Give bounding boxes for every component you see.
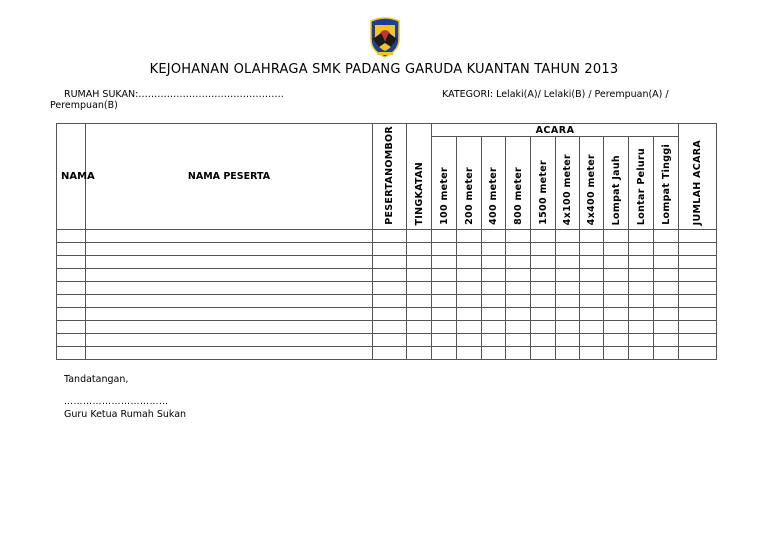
table-cell[interactable] — [604, 256, 629, 269]
table-cell[interactable] — [506, 334, 531, 347]
table-cell[interactable] — [604, 295, 629, 308]
event-label: Lontar Peluru — [635, 147, 647, 225]
table-cell[interactable] — [531, 243, 556, 256]
table-cell[interactable] — [604, 334, 629, 347]
table-cell[interactable] — [679, 321, 717, 334]
table-cell[interactable] — [457, 230, 482, 243]
table-cell[interactable] — [531, 347, 556, 360]
table-cell[interactable] — [556, 243, 580, 256]
table-cell[interactable] — [373, 308, 407, 321]
table-cell[interactable] — [457, 308, 482, 321]
table-cell[interactable] — [57, 334, 86, 347]
table-cell[interactable] — [373, 334, 407, 347]
kategori-field-cont: Perempuan(B) — [50, 100, 118, 111]
table-cell[interactable] — [457, 334, 482, 347]
table-cell[interactable] — [407, 269, 432, 282]
table-cell[interactable] — [580, 269, 604, 282]
table-cell[interactable] — [57, 321, 86, 334]
table-cell[interactable] — [373, 347, 407, 360]
table-cell[interactable] — [457, 295, 482, 308]
table-cell[interactable] — [86, 282, 373, 295]
table-cell[interactable] — [531, 230, 556, 243]
table-cell[interactable] — [580, 256, 604, 269]
table-cell[interactable] — [407, 230, 432, 243]
table-cell[interactable] — [86, 295, 373, 308]
table-cell[interactable] — [679, 256, 717, 269]
table-cell[interactable] — [482, 347, 506, 360]
table-cell[interactable] — [482, 256, 506, 269]
event-header — [531, 137, 556, 230]
table-cell[interactable] — [506, 269, 531, 282]
table-cell[interactable] — [580, 334, 604, 347]
col-header-nombor — [373, 124, 407, 230]
participant-table — [56, 123, 717, 360]
table-cell[interactable] — [531, 282, 556, 295]
table-cell[interactable] — [604, 230, 629, 243]
table-cell[interactable] — [373, 243, 407, 256]
col-header-nama-peserta: NAMA PESERTA — [86, 124, 373, 230]
table-cell[interactable] — [679, 269, 717, 282]
table-cell[interactable] — [407, 347, 432, 360]
table-cell[interactable] — [457, 269, 482, 282]
table-cell[interactable] — [373, 282, 407, 295]
table-cell[interactable] — [580, 347, 604, 360]
table-cell[interactable] — [373, 295, 407, 308]
table-cell[interactable] — [531, 308, 556, 321]
table-cell[interactable] — [482, 243, 506, 256]
table-cell[interactable] — [604, 347, 629, 360]
table-cell[interactable] — [556, 282, 580, 295]
table-row — [57, 347, 717, 360]
table-cell[interactable] — [86, 334, 373, 347]
table-cell[interactable] — [86, 347, 373, 360]
table-cell[interactable] — [432, 321, 457, 334]
table-cell[interactable] — [432, 282, 457, 295]
rumah-sukan-field: RUMAH SUKAN:………………………………………. — [64, 89, 284, 100]
table-cell[interactable] — [654, 334, 679, 347]
signature-label: Tandatangan, — [64, 374, 129, 385]
event-header — [654, 137, 679, 230]
table-cell[interactable] — [629, 230, 654, 243]
table-cell[interactable] — [407, 295, 432, 308]
table-cell[interactable] — [482, 308, 506, 321]
table-cell[interactable] — [457, 282, 482, 295]
signatory-title: Guru Ketua Rumah Sukan — [64, 409, 187, 420]
col-header-jumlah-label: JUMLAH ACARA — [692, 139, 704, 225]
table-cell[interactable] — [629, 282, 654, 295]
event-header — [482, 137, 506, 230]
table-cell[interactable] — [407, 308, 432, 321]
page-title: KEJOHANAN OLAHRAGA SMK PADANG GARUDA KUANTAN TAHUN 2013 — [149, 62, 619, 77]
table-row — [57, 282, 717, 295]
event-label: Lompat Tinggi — [660, 144, 672, 225]
table-cell[interactable] — [482, 269, 506, 282]
table-cell[interactable] — [679, 347, 717, 360]
table-cell[interactable] — [679, 282, 717, 295]
table-cell[interactable] — [679, 295, 717, 308]
table-cell[interactable] — [531, 295, 556, 308]
table-cell[interactable] — [432, 230, 457, 243]
table-cell[interactable] — [457, 243, 482, 256]
col-header-nama: NAMA — [57, 124, 86, 230]
col-header-acara: ACARA — [432, 124, 679, 137]
table-cell[interactable] — [654, 347, 679, 360]
table-cell[interactable] — [86, 256, 373, 269]
event-label: 4x400 meter — [586, 153, 597, 225]
table-cell[interactable] — [432, 334, 457, 347]
table-cell[interactable] — [86, 243, 373, 256]
col-header-tingkatan-label: TINGKATAN — [413, 161, 425, 225]
event-header — [580, 137, 604, 230]
table-cell[interactable] — [506, 347, 531, 360]
table-cell[interactable] — [482, 321, 506, 334]
event-header — [506, 137, 531, 230]
table-cell[interactable] — [57, 308, 86, 321]
table-cell[interactable] — [556, 269, 580, 282]
table-cell[interactable] — [556, 230, 580, 243]
table-cell[interactable] — [604, 243, 629, 256]
table-cell[interactable] — [86, 230, 373, 243]
table-cell[interactable] — [407, 321, 432, 334]
table-cell[interactable] — [57, 256, 86, 269]
table-cell[interactable] — [654, 282, 679, 295]
kategori-field: KATEGORI: Lelaki(A)/ Lelaki(B) / Perempuan(A) / — [442, 89, 669, 100]
table-cell[interactable] — [86, 321, 373, 334]
table-cell[interactable] — [629, 308, 654, 321]
event-label: 400 meter — [488, 167, 499, 225]
table-cell[interactable] — [506, 321, 531, 334]
table-cell[interactable] — [407, 282, 432, 295]
table-cell[interactable] — [580, 308, 604, 321]
table-cell[interactable] — [580, 321, 604, 334]
table-cell[interactable] — [580, 282, 604, 295]
table-cell[interactable] — [580, 230, 604, 243]
table-cell[interactable] — [57, 243, 86, 256]
table-cell[interactable] — [629, 321, 654, 334]
table-cell[interactable] — [556, 295, 580, 308]
table-cell[interactable] — [482, 230, 506, 243]
table-cell[interactable] — [629, 295, 654, 308]
table-cell[interactable] — [580, 243, 604, 256]
table-cell[interactable] — [57, 347, 86, 360]
table-cell[interactable] — [432, 308, 457, 321]
table-row — [57, 243, 717, 256]
event-header — [457, 137, 482, 230]
event-header — [432, 137, 457, 230]
table-cell[interactable] — [57, 282, 86, 295]
table-cell[interactable] — [506, 243, 531, 256]
table-cell[interactable] — [482, 295, 506, 308]
event-label: 4x100 meter — [562, 153, 573, 225]
table-row — [57, 321, 717, 334]
table-body — [57, 230, 717, 360]
table-cell[interactable] — [457, 321, 482, 334]
table-cell[interactable] — [531, 334, 556, 347]
table-cell[interactable] — [407, 256, 432, 269]
table-cell[interactable] — [407, 334, 432, 347]
table-cell[interactable] — [629, 269, 654, 282]
event-label: 800 meter — [512, 167, 524, 225]
table-cell[interactable] — [432, 295, 457, 308]
table-cell[interactable] — [654, 230, 679, 243]
table-cell[interactable] — [654, 321, 679, 334]
table-cell[interactable] — [373, 269, 407, 282]
event-header — [556, 137, 580, 230]
table-cell[interactable] — [373, 230, 407, 243]
table-row — [57, 308, 717, 321]
table-cell[interactable] — [556, 256, 580, 269]
table-cell[interactable] — [654, 269, 679, 282]
col-header-jumlah — [679, 124, 717, 230]
event-header — [629, 137, 654, 230]
table-cell[interactable] — [679, 243, 717, 256]
col-header-tingkatan — [407, 124, 432, 230]
table-cell[interactable] — [432, 256, 457, 269]
table-cell[interactable] — [407, 243, 432, 256]
table-cell[interactable] — [432, 269, 457, 282]
table-cell[interactable] — [556, 308, 580, 321]
event-label: 100 meter — [438, 167, 450, 225]
table-cell[interactable] — [531, 321, 556, 334]
table-cell[interactable] — [679, 230, 717, 243]
event-header — [604, 137, 629, 230]
table-cell[interactable] — [654, 243, 679, 256]
table-cell[interactable] — [457, 256, 482, 269]
table-cell[interactable] — [506, 282, 531, 295]
table-cell[interactable] — [457, 347, 482, 360]
table-cell[interactable] — [57, 230, 86, 243]
table-cell[interactable] — [482, 282, 506, 295]
table-cell[interactable] — [506, 295, 531, 308]
table-cell[interactable] — [57, 295, 86, 308]
table-cell[interactable] — [556, 334, 580, 347]
table-cell[interactable] — [604, 269, 629, 282]
event-label: 200 meter — [463, 167, 475, 225]
table-cell[interactable] — [679, 308, 717, 321]
table-cell[interactable] — [604, 308, 629, 321]
table-cell[interactable] — [654, 308, 679, 321]
event-label: Lompat Jauh — [610, 154, 622, 225]
table-cell[interactable] — [580, 295, 604, 308]
table-cell[interactable] — [506, 308, 531, 321]
table-cell[interactable] — [482, 334, 506, 347]
table-row — [57, 269, 717, 282]
table-cell[interactable] — [86, 308, 373, 321]
table-cell[interactable] — [654, 295, 679, 308]
table-row — [57, 334, 717, 347]
table-cell[interactable] — [531, 256, 556, 269]
table-cell[interactable] — [556, 321, 580, 334]
table-row — [57, 256, 717, 269]
school-crest-logo — [369, 17, 401, 59]
table-cell[interactable] — [506, 256, 531, 269]
table-cell[interactable] — [629, 256, 654, 269]
table-cell[interactable] — [629, 243, 654, 256]
table-cell[interactable] — [654, 256, 679, 269]
table-row — [57, 230, 717, 243]
table-cell[interactable] — [373, 321, 407, 334]
table-cell[interactable] — [629, 347, 654, 360]
table-cell[interactable] — [604, 321, 629, 334]
table-cell[interactable] — [506, 230, 531, 243]
table-cell[interactable] — [432, 243, 457, 256]
table-row — [57, 295, 717, 308]
table-cell[interactable] — [373, 256, 407, 269]
table-cell[interactable] — [679, 334, 717, 347]
table-cell[interactable] — [86, 269, 373, 282]
table-cell[interactable] — [57, 269, 86, 282]
table-cell[interactable] — [629, 334, 654, 347]
table-cell[interactable] — [604, 282, 629, 295]
table-cell[interactable] — [531, 269, 556, 282]
col-header-nombor-label: PESERTANOMBOR — [384, 126, 395, 225]
event-label: 1500 meter — [537, 160, 549, 225]
table-cell[interactable] — [432, 347, 457, 360]
table-cell[interactable] — [556, 347, 580, 360]
signature-line: …………………………… — [64, 397, 169, 407]
